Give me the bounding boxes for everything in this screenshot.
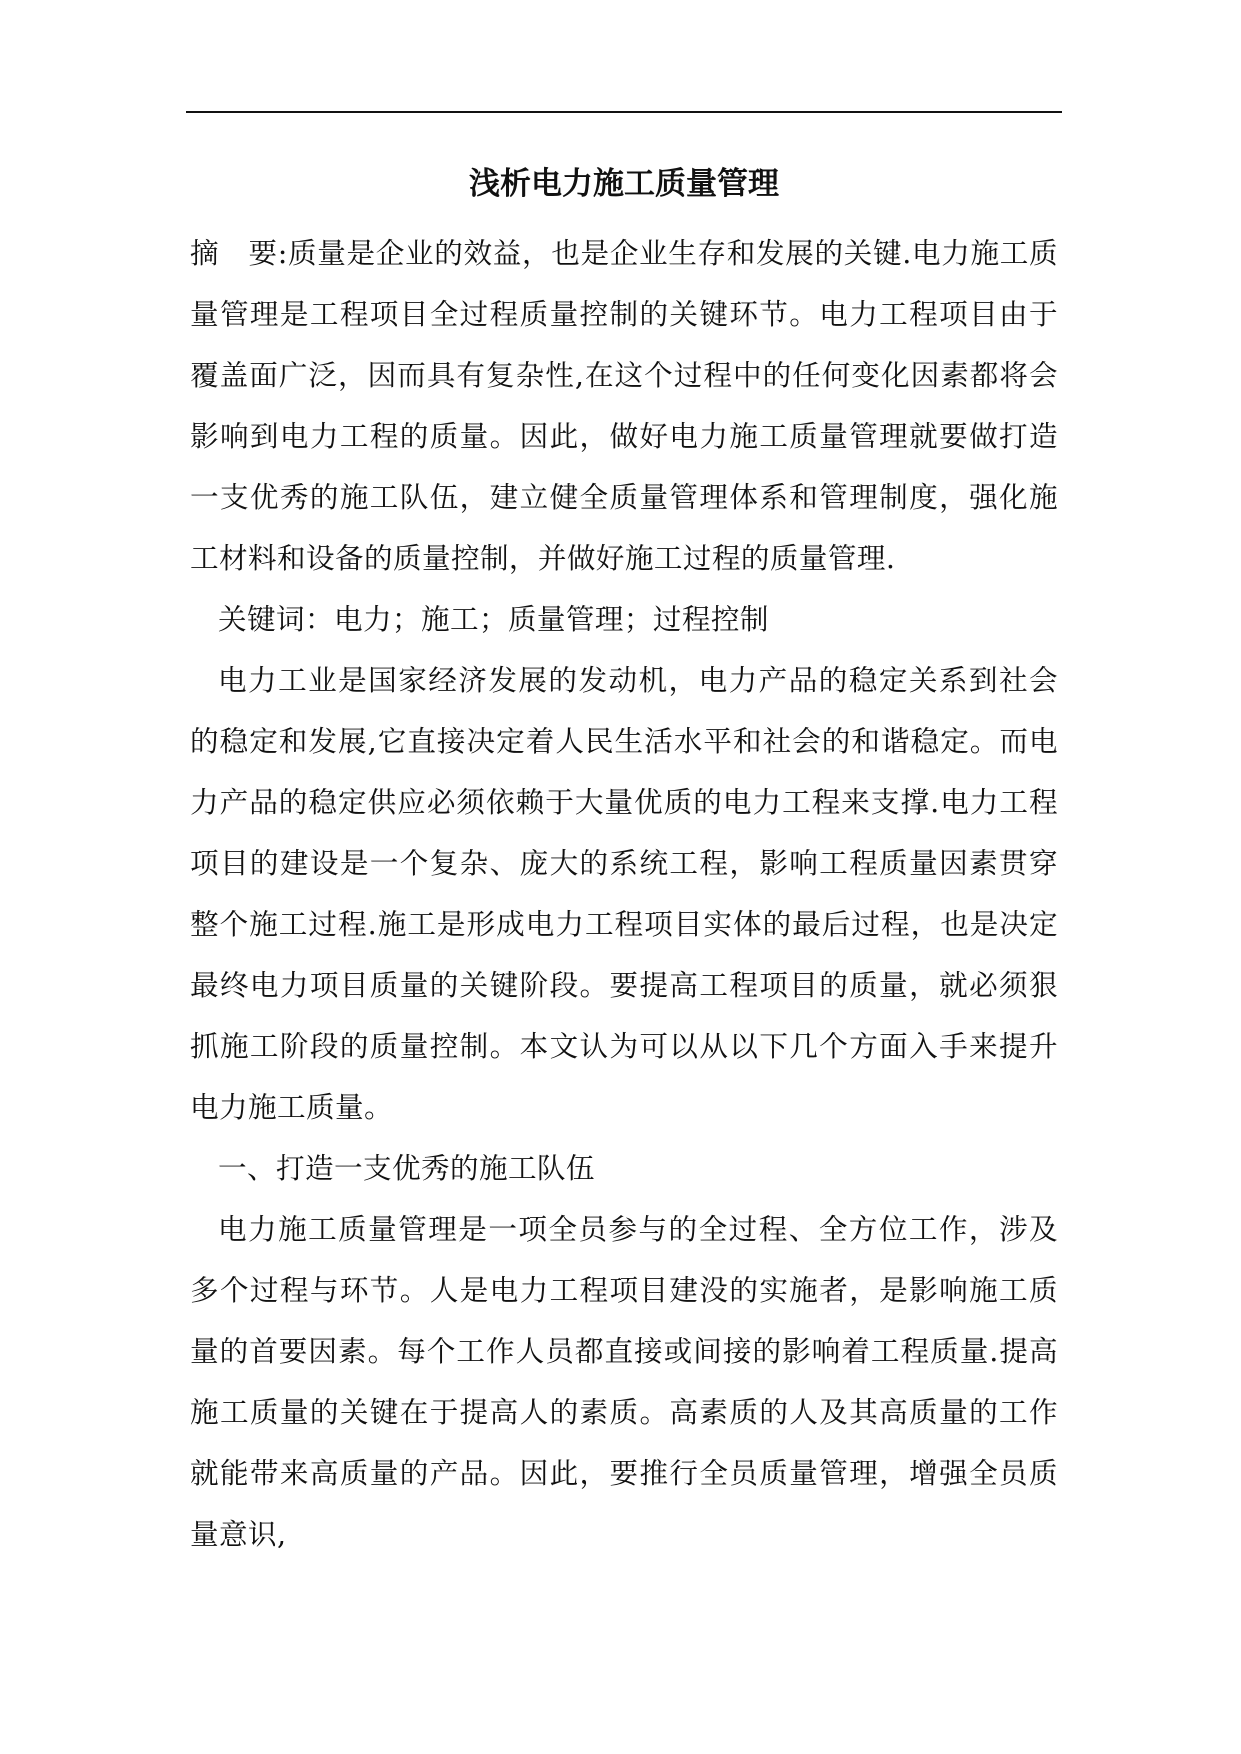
section-heading: 一、打造一支优秀的施工队伍 [218,1151,595,1185]
keywords-paragraph: 关键词：电力；施工；质量管理；过程控制 [218,602,769,636]
header-rule [186,111,1062,113]
abstract-paragraph: 摘 要:质量是企业的效益，也是企业生存和发展的关键.电力施工质量管理是工程项目全过程质量控制的关键环节。电力工程项目由于覆盖面广泛，因而具有复杂性,在这个过程中的任何变化因素都将会影响到电力工程的质量。因此，做好电力施工质量管理就要做打造一支优秀的施工队伍，建立健全质量管理体系和管理制度，强化施工材料和设备的质量控制，并做好施工过程的质量管理. [190,236,1058,575]
document-title: 浅析电力施工质量管理 [469,166,779,202]
intro-paragraph: 电力工业是国家经济发展的发动机，电力产品的稳定关系到社会的稳定和发展,它直接决定着人民生活水平和社会的和谐稳定。而电力产品的稳定供应必须依赖于大量优质的电力工程来支撑.电力工程项目的建设是一个复杂、庞大的系统工程，影响工程质量因素贯穿整个施工过程.施工是形成电力工程项目实体的最后过程，也是决定最终电力项目质量的关键阶段。要提高工程项目的质量，就必须狠抓施工阶段的质量控制。本文认为可以从以下几个方面入手来提升电力施工质量。 [190,663,1058,1124]
document-body [190,223,1058,1565]
section-body-paragraph: 电力施工质量管理是一项全员参与的全过程、全方位工作，涉及多个过程与环节。人是电力工程项目建没的实施者，是影响施工质量的首要因素。每个工作人员都直接或间接的影响着工程质量.提高施工质量的关键在于提高人的素质。高素质的人及其高质量的工作就能带来高质量的产品。因此，要推行全员质量管理，增强全员质量意识, [190,1212,1058,1551]
